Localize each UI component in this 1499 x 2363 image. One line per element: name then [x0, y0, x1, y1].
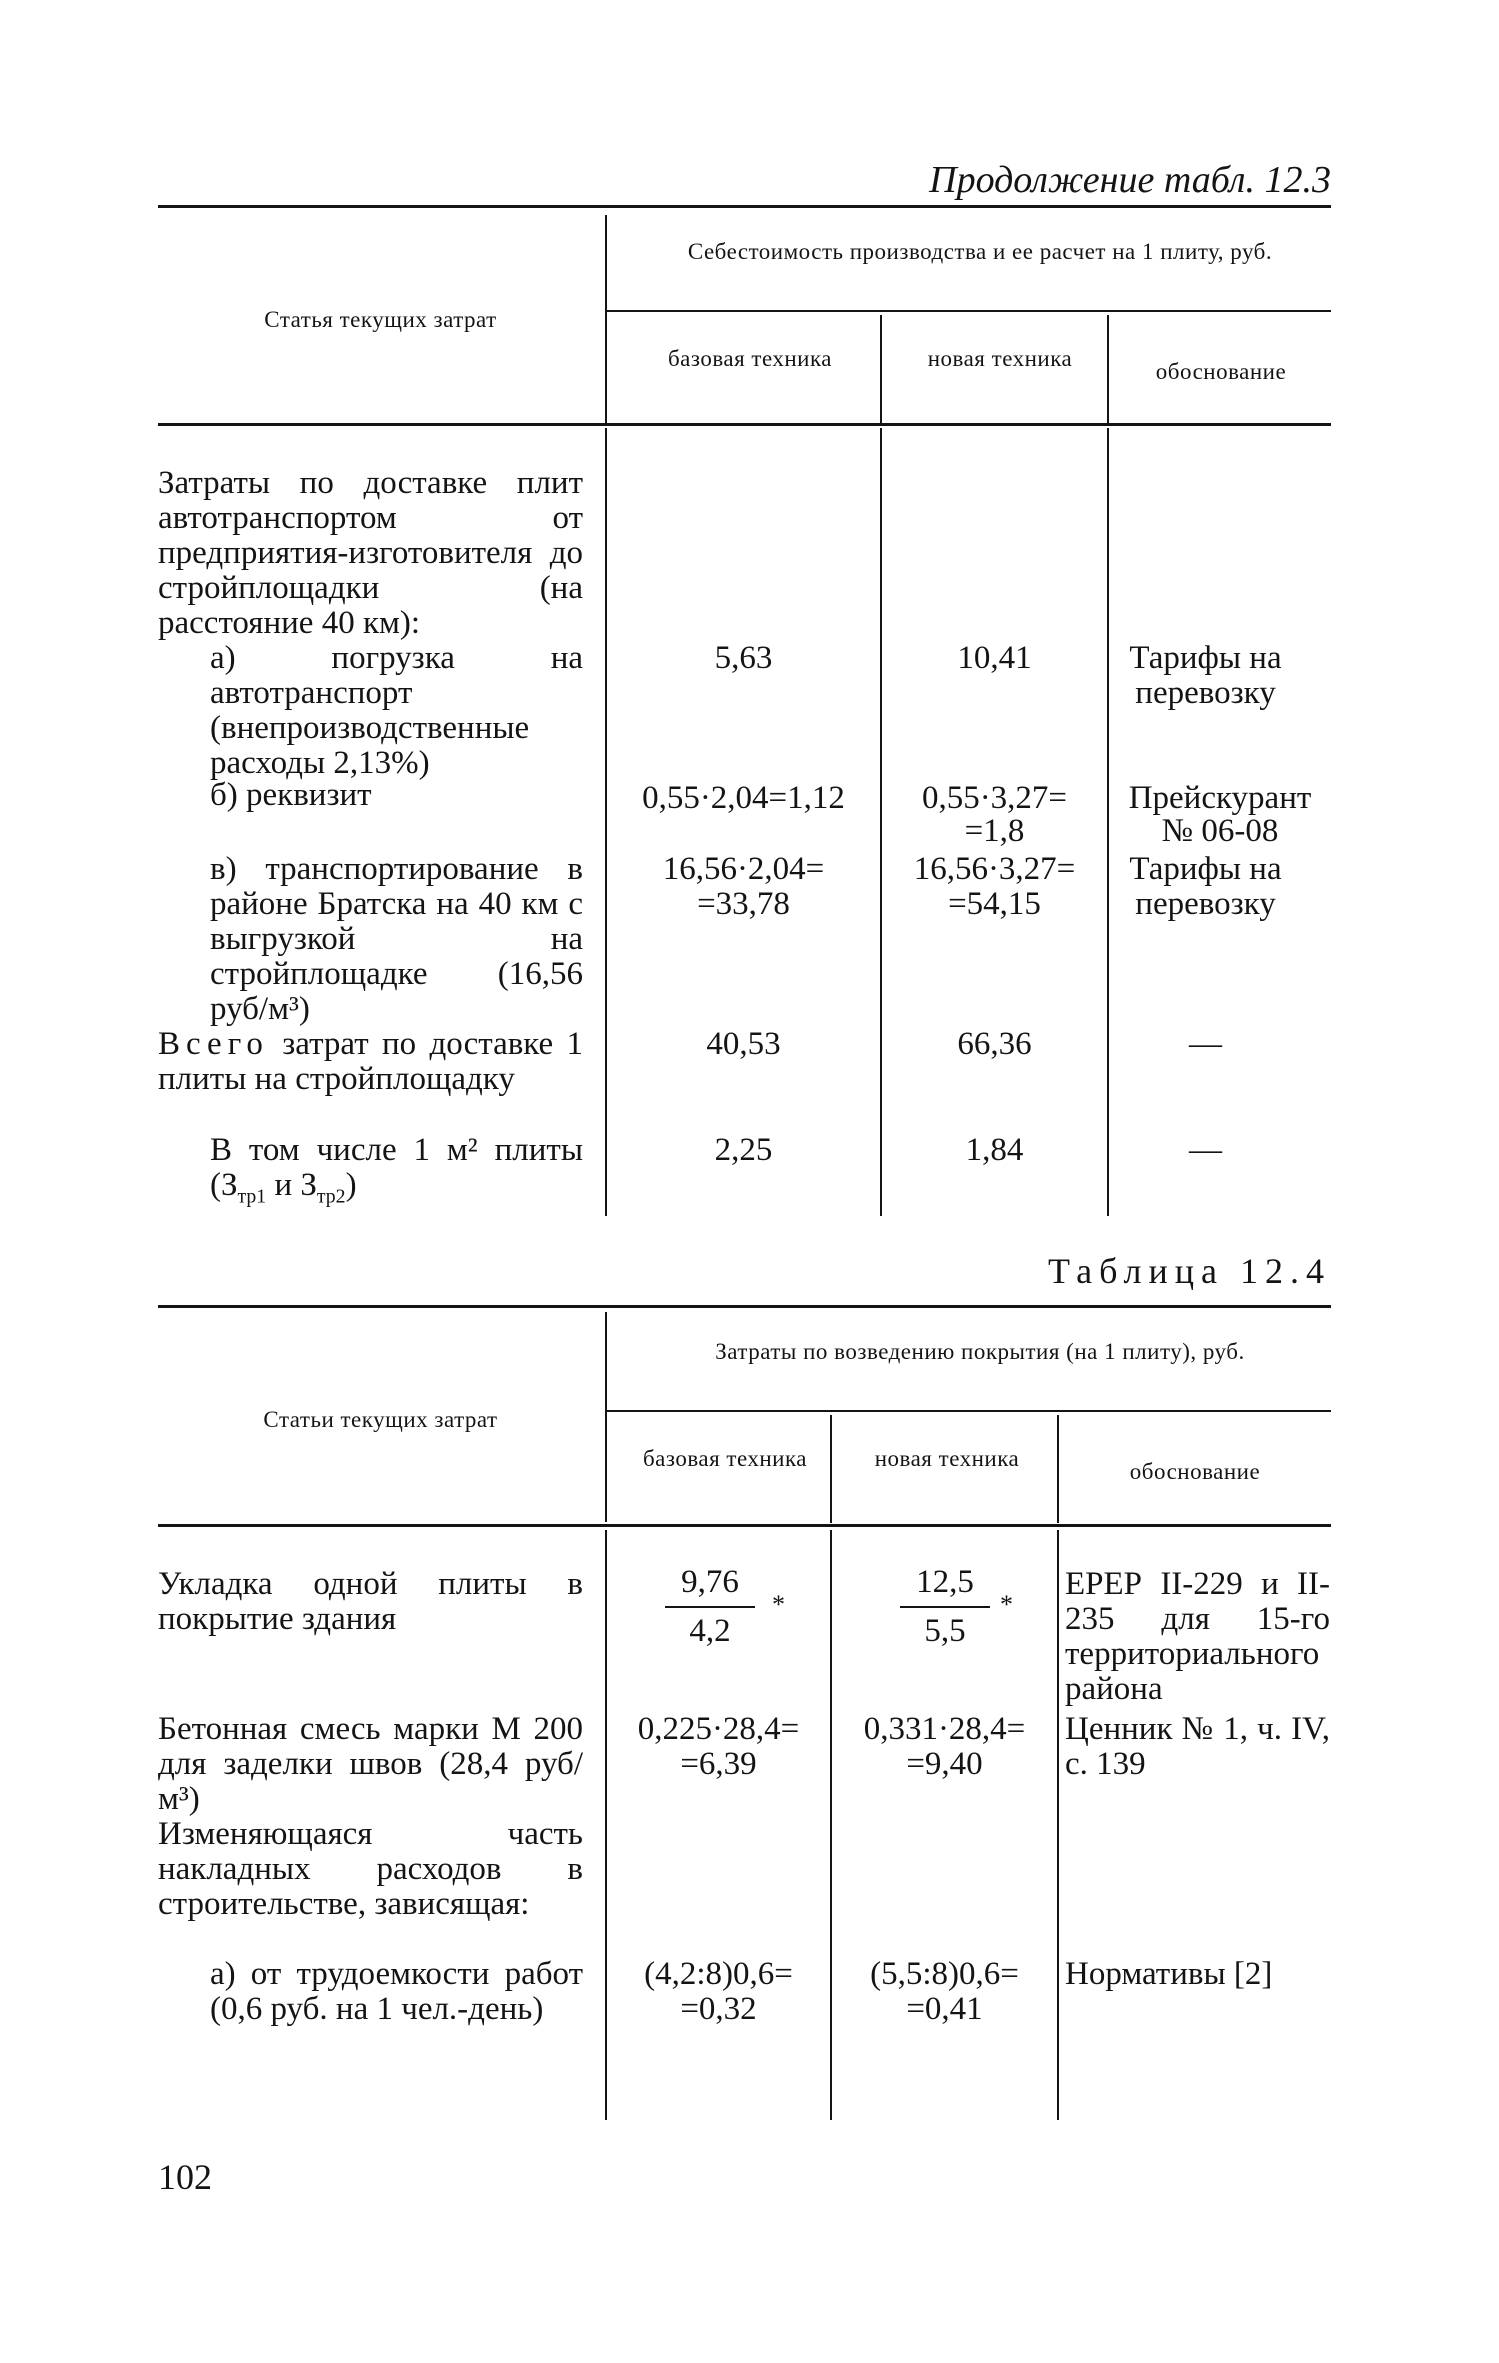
table1-cell-base: =33,78 [697, 886, 790, 922]
table1-cell-new: =1,8 [964, 813, 1025, 849]
table2-divider [1057, 1530, 1059, 2120]
table1-group-header: Себестоимость производства и ее расчет на 1 плиту, руб. [687, 239, 1273, 264]
table2-col-basis: обоснование [1129, 1459, 1261, 1484]
table2-divider [830, 1530, 832, 2120]
fraction-numerator: 9,76 [681, 1564, 739, 1600]
table1-cell-new: 10,41 [957, 640, 1032, 676]
table1-row-label: в) транспортирование в районе Братска на 40 км с выгрузкой на стройплощадке (16,56 руб/м³) [210, 851, 583, 1027]
table1-top-rule [158, 205, 1331, 208]
table1-cell-base: 5,63 [714, 640, 773, 676]
table2-cell-base: =6,39 [680, 1746, 757, 1782]
table1-cell-base: 40,53 [706, 1026, 781, 1062]
table2-cell-basis: Ценник № 1, ч. IV, с. 139 [1065, 1711, 1330, 1782]
table2-header-rule [158, 1524, 1331, 1527]
table1-col-new: новая техника [927, 346, 1073, 371]
table2-cell-new: (5,5:8)0,6= [870, 1956, 1019, 1992]
table1-cell-new: 1,84 [965, 1132, 1024, 1168]
table1-cell-new: 0,55·3,27= [921, 780, 1068, 816]
fraction-bar [900, 1606, 990, 1608]
table1-cell-base: 2,25 [714, 1132, 773, 1168]
table2-cell-new: =9,40 [906, 1746, 983, 1782]
table2-subheader-rule [607, 1410, 1331, 1412]
table2-cell-new: 0,331·28,4= [863, 1711, 1026, 1747]
continuation-title: Продолжение табл. 12.3 [929, 159, 1331, 201]
table1-cell-basis: Тарифы на перевозку [1129, 851, 1282, 922]
fraction-bar [665, 1606, 755, 1608]
table1-divider [1107, 315, 1109, 423]
fraction-numerator: 12,5 [916, 1564, 974, 1600]
table2-group-header: Затраты по возведению покрытия (на 1 плиту), руб. [715, 1339, 1245, 1364]
table2-row-label: а) от трудоемкости работ (0,6 руб. на 1 чел.-день) [210, 1956, 583, 2027]
footnote-star: * [772, 1590, 785, 1619]
table2-cell-base: (4,2:8)0,6= [644, 1956, 793, 1992]
table1-col-base: базовая техника [667, 346, 833, 371]
table1-divider [605, 428, 607, 1216]
table1-row-label: а) погрузка на автотранспорт (внепроизводственные расходы 2,13%) [210, 640, 583, 781]
table1-cell-new: 16,56·3,27= [913, 851, 1076, 887]
table2-cell-basis: ЕРЕР II-229 и II-235 для 15-го территориального района [1065, 1566, 1330, 1707]
table2-fraction-base [660, 1565, 760, 1649]
table2-stub-header: Статьи текущих затрат [263, 1407, 498, 1432]
table2-divider [830, 1415, 832, 1523]
table1-row-label: Затраты по доставке плит автотранспортом от предприятия-изготовителя до стройплощадки (на расстояние 40 км): [158, 465, 583, 641]
table2-title: Таблица 12.4 [1048, 1251, 1331, 1291]
table2-divider [605, 1312, 607, 1522]
table2-cell-base: =0,32 [680, 1991, 757, 2027]
table1-col-basis: обоснование [1155, 359, 1287, 384]
table1-cell-base: 16,56·2,04= [662, 851, 825, 887]
table1-subheader-rule [607, 310, 1331, 312]
table1-divider [880, 315, 882, 423]
table1-cell-basis: — [1189, 1132, 1222, 1168]
table1-cell-basis: Прейскурант [1128, 780, 1312, 816]
table2-row-label: Бетонная смесь марки М 200 для заделки швов (28,4 руб/м³) [158, 1711, 583, 1817]
table1-header-rule [158, 423, 1331, 426]
table2-divider [1057, 1415, 1059, 1523]
table1-cell-basis: Тарифы на перевозку [1129, 640, 1282, 711]
table1-row-label: б) реквизит [210, 777, 372, 813]
table1-divider [605, 215, 607, 425]
table1-row-label [158, 1027, 583, 1097]
table2-col-base: базовая техника [642, 1446, 808, 1471]
footnote-star: * [1000, 1590, 1013, 1619]
table2-divider [605, 1530, 607, 2120]
fraction-denominator: 5,5 [924, 1613, 966, 1649]
table2-fraction-new [895, 1565, 995, 1649]
page-number: 102 [158, 2157, 212, 2197]
fraction-denominator: 4,2 [689, 1613, 731, 1649]
table2-cell-new: =0,41 [906, 1991, 983, 2027]
table2-top-rule [158, 1305, 1331, 1308]
table1-row-label: В том числе 1 м² плиты ($З_{тр1}$ и $З_{тр2}$) [210, 1132, 583, 1208]
table1-cell-new: 66,36 [957, 1026, 1032, 1062]
table1-cell-basis: № 06-08 [1161, 813, 1279, 849]
table1-cell-new: =54,15 [948, 886, 1041, 922]
row-label-part: В том числе 1 м² плиты (З [210, 1132, 583, 1203]
table2-row-label: Укладка одной плиты в покрытие здания [158, 1566, 583, 1637]
table2-row-label: Изменяющаяся часть накладных расходов в строительстве, зависящая: [158, 1816, 583, 1922]
table1-stub-header: Статья текущих затрат [264, 307, 497, 332]
table2-col-new: новая техника [874, 1446, 1020, 1471]
table1-cell-base: 0,55·2,04=1,12 [642, 780, 845, 816]
table2-cell-base: 0,225·28,4= [637, 1711, 800, 1747]
total-label: Всего затрат по доставке 1 плиты на стройплощадку [158, 1026, 583, 1097]
total-emphasis: Всего [158, 1026, 269, 1062]
table1-cell-basis: — [1189, 1026, 1222, 1062]
table2-cell-basis: Нормативы [2] [1065, 1956, 1273, 1992]
table1-divider [1107, 428, 1109, 1216]
